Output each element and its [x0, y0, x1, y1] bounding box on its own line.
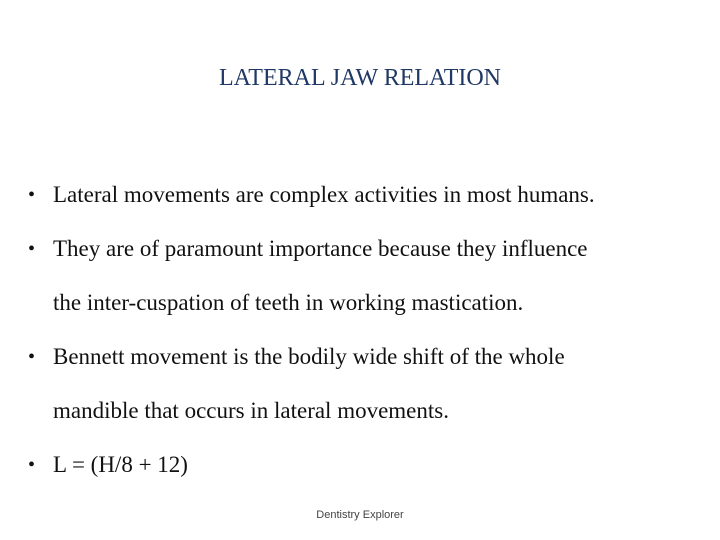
bullet-text: L = (H/8 + 12) — [53, 452, 188, 477]
bullet-text: mandible that occurs in lateral movements. — [53, 398, 449, 423]
bullet-text: They are of paramount importance because they influence — [53, 236, 588, 261]
bullet-icon: • — [28, 346, 36, 368]
bullet-list — [28, 168, 718, 492]
bullet-text: the inter-cuspation of teeth in working mastication. — [53, 290, 524, 315]
slide-title: LATERAL JAW RELATION — [218, 65, 502, 91]
bullet-item — [28, 222, 718, 330]
bullet-item — [28, 330, 718, 438]
bullet-icon: • — [28, 184, 36, 206]
bullet-icon: • — [28, 454, 36, 476]
bullet-item — [28, 438, 718, 492]
bullet-item — [28, 168, 718, 222]
bullet-text: Bennett movement is the bodily wide shift of the whole — [53, 344, 565, 369]
bullet-icon: • — [28, 238, 36, 260]
footer-credit: Dentistry Explorer — [316, 509, 404, 521]
bullet-text: Lateral movements are complex activities in most humans. — [53, 182, 595, 207]
